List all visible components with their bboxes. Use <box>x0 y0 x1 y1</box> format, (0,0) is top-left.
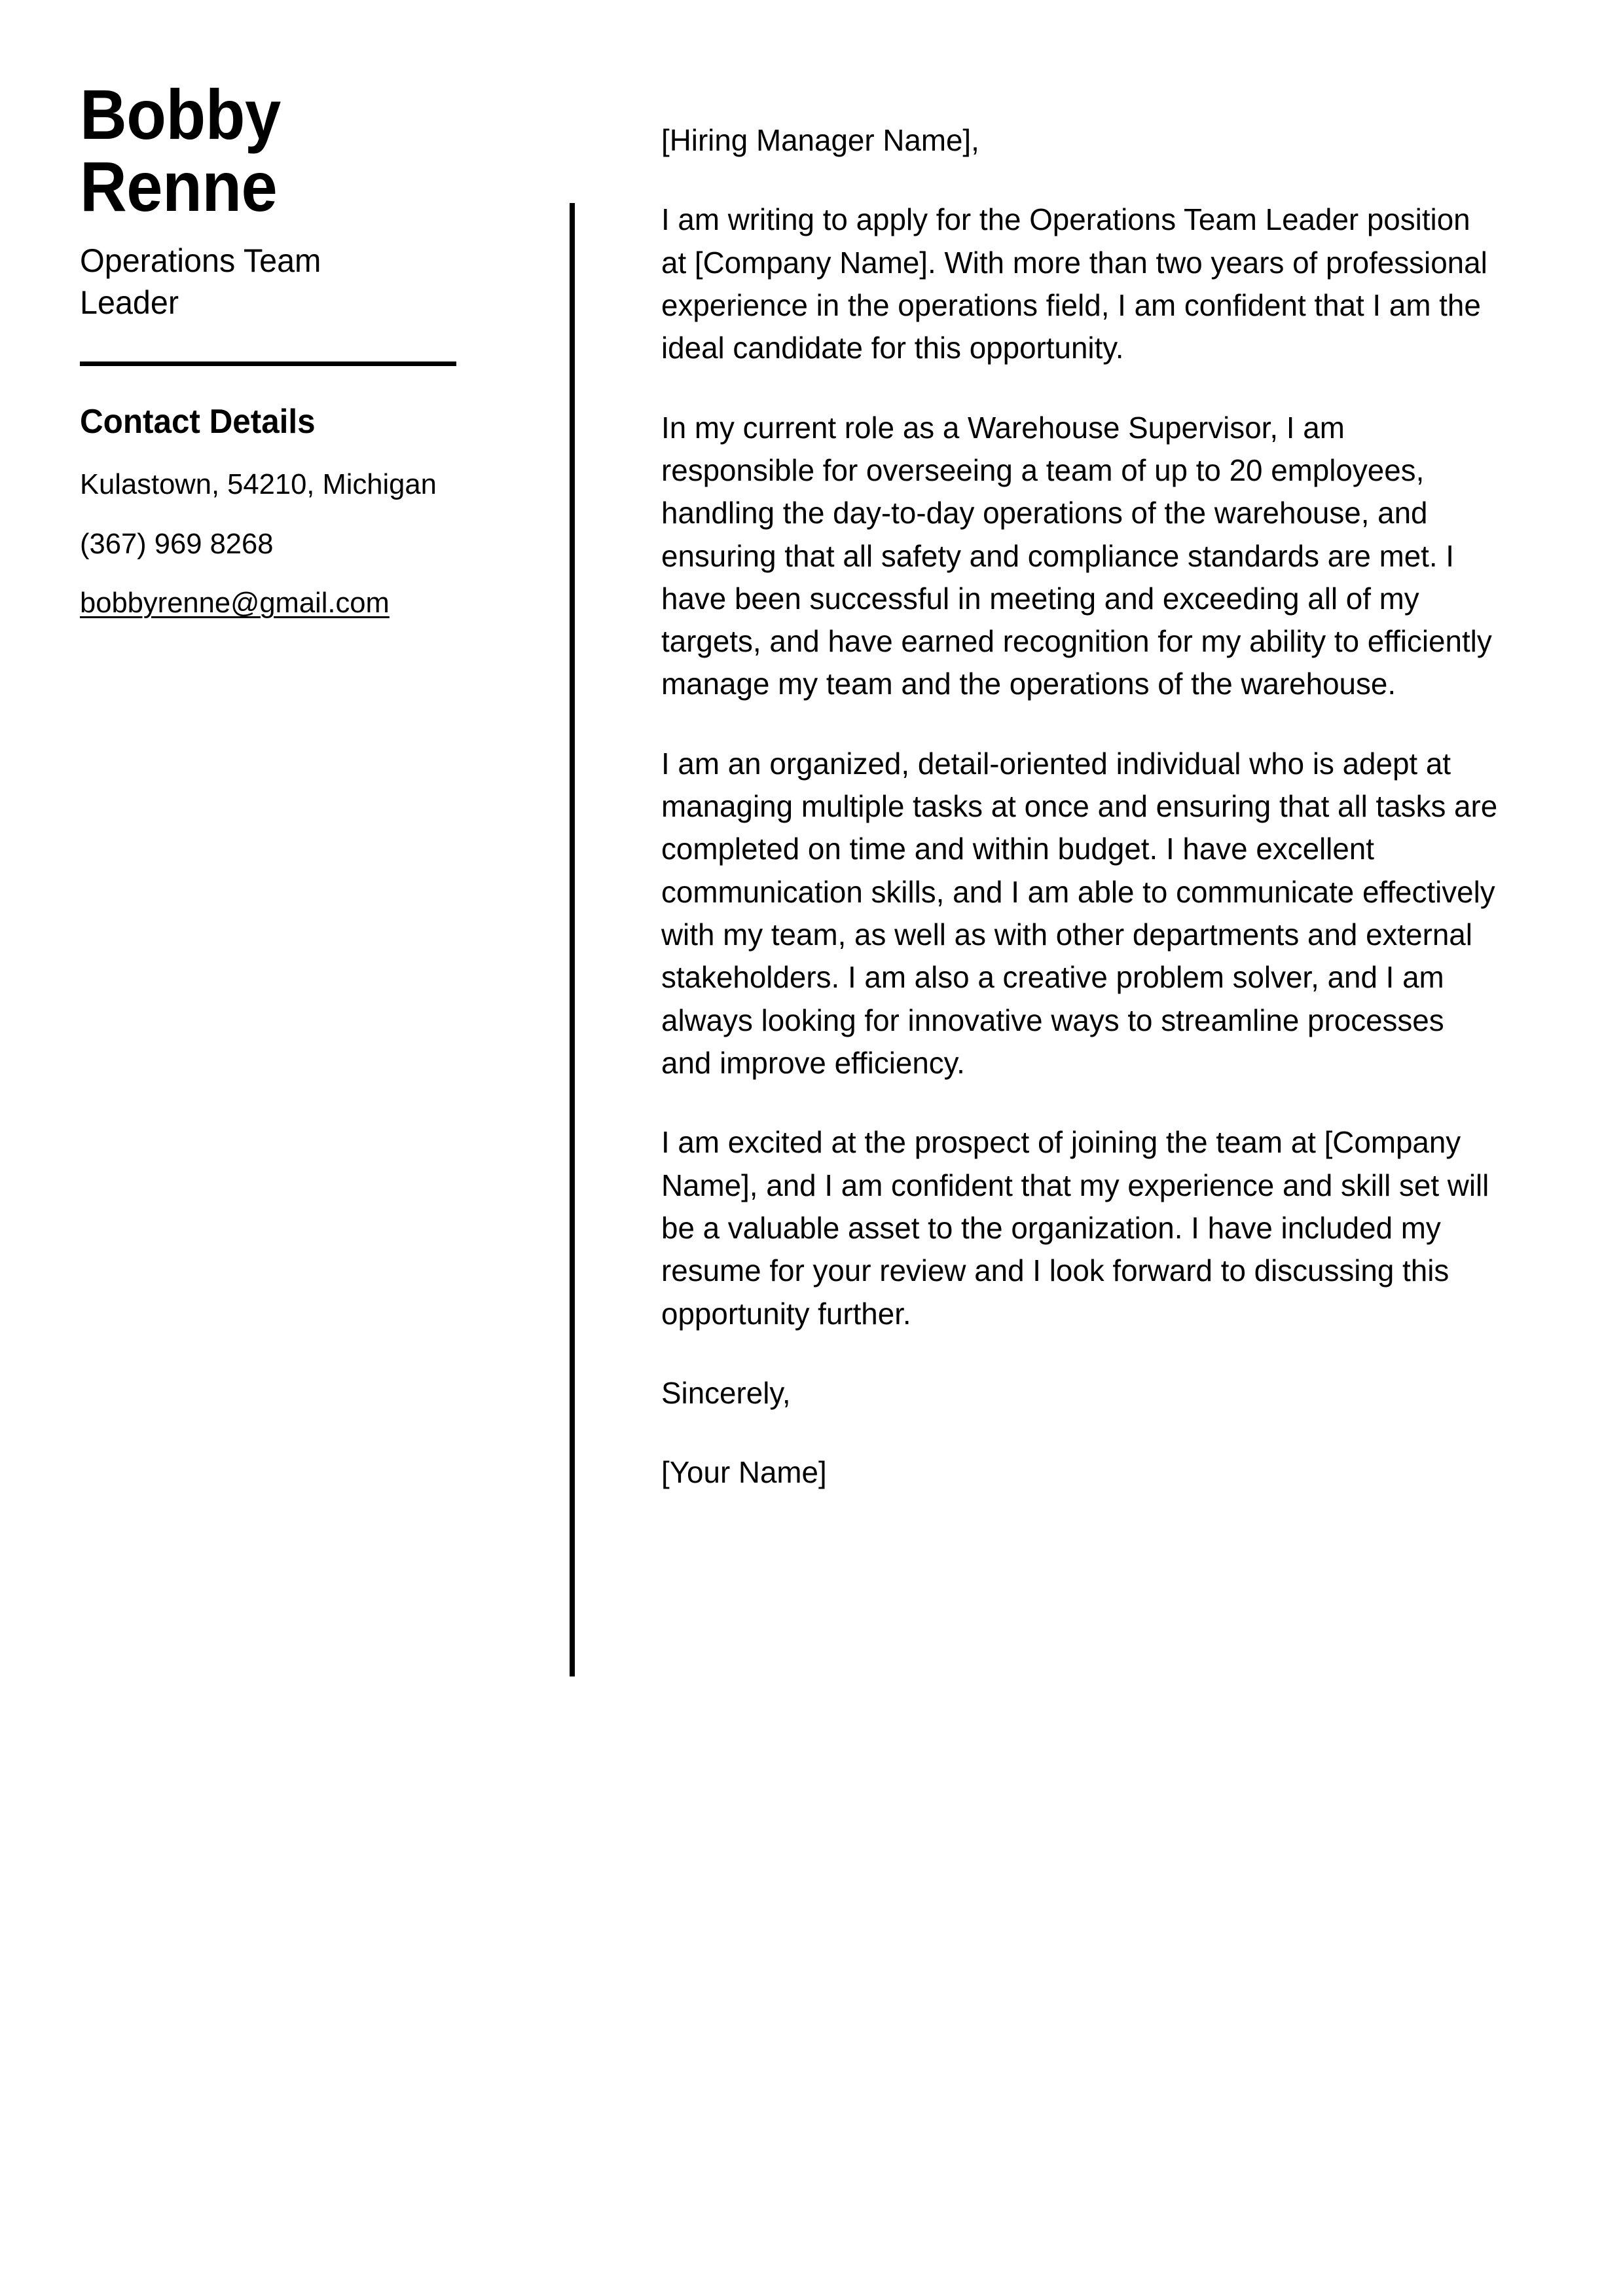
contact-email-link[interactable]: bobbyrenne@gmail.com <box>80 587 390 620</box>
letter-paragraph-3: I am an organized, detail-oriented individual who is adept at managing multiple tasks at once and ensuring that all tasks are completed on time and within budget. I have excellent communication skills, and I am able to communicate effectively with my team, as well as with other departments and external stakeholders. I am also a creative problem solver, and I am always looking for innovative ways to streamline processes and improve efficiency. <box>661 746 1498 1080</box>
letter-paragraph-1: I am writing to apply for the Operations Team Leader position at [Company Name]. With more than two years of professional experience in the operations field, I am confident that I am the ideal candidate for this opportunity. <box>661 202 1487 365</box>
contact-phone[interactable]: (367) 969 8268 <box>80 527 274 560</box>
letter-paragraph-2: In my current role as a Warehouse Supervisor, I am responsible for overseeing a team of up to 20 employees, handling the day-to-day operations of the warehouse, and ensuring that all safety and compliance standards are met. I have been successful in meeting and exceeding all of my targets, and have earned recognition for my ability to efficiently manage my team and the operations of the warehouse. <box>661 410 1492 701</box>
candidate-last-name: Renne <box>80 147 278 227</box>
letter-body <box>661 119 1506 1494</box>
candidate-name <box>80 75 473 227</box>
vertical-divider <box>570 203 575 1676</box>
letter-signature: [Your Name] <box>661 1455 827 1490</box>
letter-salutation: [Hiring Manager Name], <box>661 123 979 157</box>
candidate-job-title: Operations Team Leader <box>80 242 321 322</box>
candidate-first-name: Bobby <box>80 75 281 154</box>
contact-address: Kulastown, 54210, Michigan <box>80 468 437 500</box>
letter-paragraph-4: I am excited at the prospect of joining the team at [Company Name], and I am confident that my experience and skill set will be a valuable asset to the organization. I have included my resume for your review and I look forward to discussing this opportunity further. <box>661 1125 1489 1331</box>
contact-details-list <box>80 468 473 621</box>
sidebar-divider-rule <box>80 361 456 366</box>
sidebar <box>80 75 473 621</box>
letter-signoff: Sincerely, <box>661 1375 791 1410</box>
contact-details-heading: Contact Details <box>80 403 316 441</box>
